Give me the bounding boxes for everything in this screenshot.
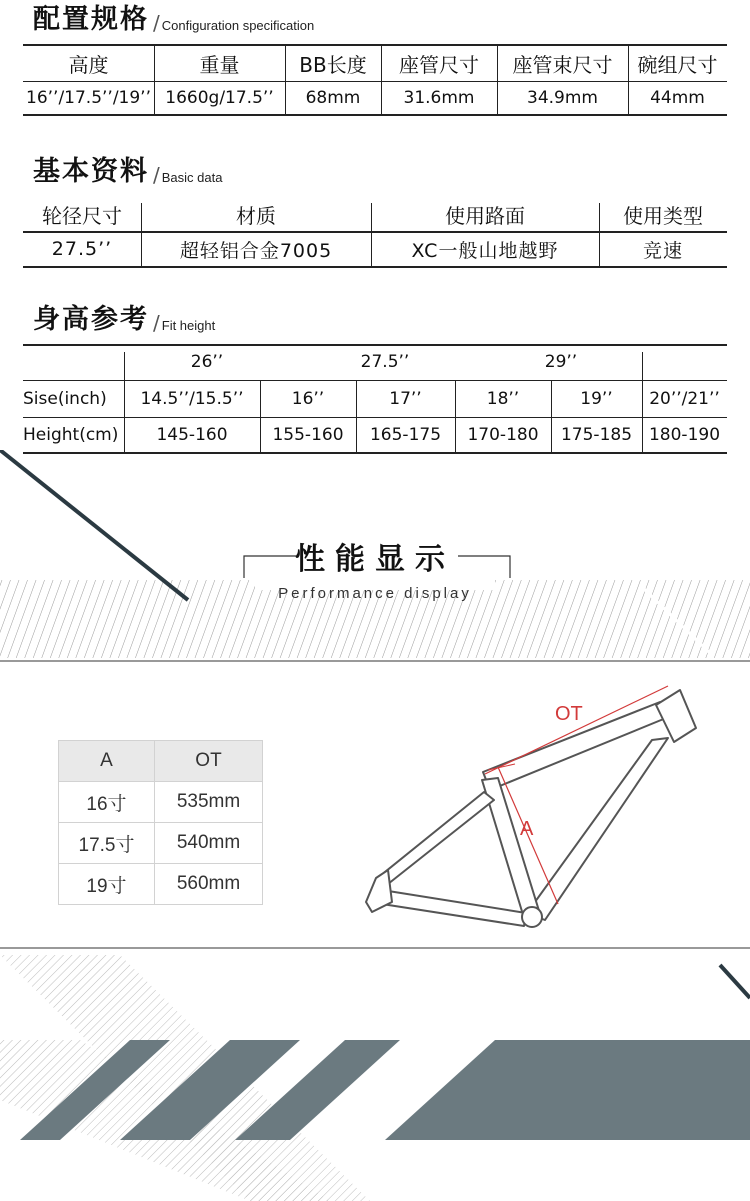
performance-title-en: Performance display bbox=[278, 585, 472, 602]
fit-height: 155-160 bbox=[272, 424, 344, 445]
config-header: 重量 bbox=[199, 53, 240, 77]
config-header: BB长度 bbox=[299, 53, 367, 77]
geometry-header-row bbox=[59, 741, 263, 782]
config-bottom-rule bbox=[23, 114, 727, 116]
geometry-ot-value: 560mm bbox=[154, 864, 262, 905]
geometry-a-value: 19寸 bbox=[59, 864, 155, 905]
basic-mid-rule bbox=[23, 231, 727, 233]
wheel-size-26: 26’’ bbox=[190, 352, 224, 372]
fit-height-row bbox=[23, 417, 727, 452]
config-value-row bbox=[23, 81, 727, 115]
table-row bbox=[59, 864, 263, 905]
basic-col-sep bbox=[141, 203, 142, 266]
fit-size-label: Sise(inch) bbox=[23, 389, 107, 409]
config-value: 31.6mm bbox=[403, 88, 475, 108]
geometry-table bbox=[58, 740, 263, 905]
fit-col-sep bbox=[551, 381, 552, 452]
bike-frame-diagram bbox=[350, 675, 750, 935]
fit-section-title bbox=[33, 306, 215, 333]
config-col-sep bbox=[154, 46, 155, 114]
fit-size: 20’’/21’’ bbox=[649, 389, 720, 409]
diagonal-accent bbox=[720, 965, 750, 998]
performance-title-cn: 性能显示 bbox=[295, 542, 455, 577]
title-slash: / bbox=[153, 11, 160, 35]
basic-value: XC一般山地越野 bbox=[411, 239, 559, 262]
fit-size: 18’’ bbox=[486, 389, 520, 409]
config-col-sep bbox=[285, 46, 286, 114]
basic-col-sep bbox=[371, 203, 372, 266]
fit-rule-2 bbox=[23, 417, 727, 418]
label-ot: OT bbox=[555, 703, 583, 725]
fit-size: 17’’ bbox=[389, 389, 422, 409]
wheel-size-27-5: 27.5’’ bbox=[360, 352, 410, 372]
geometry-ot-value: 535mm bbox=[154, 782, 262, 823]
basic-section-title bbox=[33, 158, 222, 185]
fit-title-en: Fit height bbox=[161, 318, 216, 333]
basic-title-en: Basic data bbox=[161, 170, 223, 185]
title-slash: / bbox=[153, 163, 160, 187]
geometry-header-ot: OT bbox=[154, 741, 262, 782]
wheel-size-29: 29’’ bbox=[544, 352, 578, 372]
table-row bbox=[59, 823, 263, 864]
table-row bbox=[59, 782, 263, 823]
config-col-sep bbox=[381, 46, 382, 114]
basic-col-sep bbox=[599, 203, 600, 266]
config-header: 座管尺寸 bbox=[399, 53, 479, 77]
label-a: A bbox=[520, 818, 534, 840]
fit-height-label: Height(cm) bbox=[23, 424, 119, 445]
fit-col-sep bbox=[260, 381, 261, 452]
config-value: 68mm bbox=[305, 88, 361, 108]
config-col-sep bbox=[628, 46, 629, 114]
basic-header: 轮径尺寸 bbox=[42, 203, 122, 228]
head-tube bbox=[656, 690, 696, 742]
title-slash: / bbox=[153, 311, 160, 335]
basic-header: 使用路面 bbox=[445, 203, 525, 228]
basic-bottom-rule bbox=[23, 266, 727, 268]
config-value: 16’’/17.5’’/19’’ bbox=[26, 88, 151, 108]
config-title-cn: 配置规格 bbox=[33, 4, 149, 35]
fit-height: 170-180 bbox=[467, 424, 539, 445]
fit-size: 14.5’’/15.5’’ bbox=[140, 389, 244, 409]
chain-stay bbox=[382, 890, 526, 926]
fit-size: 19’’ bbox=[580, 389, 613, 409]
config-value: 34.9mm bbox=[527, 88, 598, 108]
config-header-row bbox=[23, 46, 727, 81]
basic-value: 27.5’’ bbox=[51, 238, 113, 260]
config-value: 1660g/17.5’’ bbox=[165, 88, 274, 108]
basic-value: 竞速 bbox=[642, 239, 683, 262]
fit-col-sep bbox=[455, 381, 456, 452]
fit-title-cn: 身高参考 bbox=[33, 304, 149, 335]
fit-height: 165-175 bbox=[369, 424, 442, 445]
fit-top-rule bbox=[23, 344, 727, 346]
seat-stay bbox=[380, 792, 494, 884]
fit-col-sep bbox=[356, 381, 357, 452]
geometry-a-value: 16寸 bbox=[59, 782, 155, 823]
bottom-bracket bbox=[522, 907, 542, 927]
geometry-ot-value: 540mm bbox=[154, 823, 262, 864]
config-title-en: Configuration specification bbox=[161, 18, 315, 33]
basic-header-row bbox=[23, 197, 727, 231]
fit-height: 175-185 bbox=[560, 424, 633, 445]
basic-value: 超轻铝合金7005 bbox=[179, 239, 333, 262]
fit-size: 16’’ bbox=[291, 389, 325, 409]
fit-height: 145-160 bbox=[156, 424, 228, 445]
basic-header: 材质 bbox=[236, 203, 276, 228]
config-header: 座管束尺寸 bbox=[512, 53, 613, 77]
geometry-header-a: A bbox=[59, 741, 155, 782]
config-header: 碗组尺寸 bbox=[637, 53, 718, 77]
basic-title-cn: 基本资料 bbox=[33, 156, 149, 187]
geometry-a-value: 17.5寸 bbox=[59, 823, 155, 864]
bottom-stripe-graphic bbox=[0, 945, 750, 1201]
fit-col-sep bbox=[124, 352, 125, 452]
basic-header: 使用类型 bbox=[623, 203, 703, 228]
config-col-sep bbox=[497, 46, 498, 114]
config-header: 高度 bbox=[68, 53, 109, 77]
solid-stripe bbox=[385, 1040, 750, 1140]
config-mid-rule bbox=[23, 81, 727, 82]
config-section-title bbox=[33, 6, 314, 33]
basic-value-row bbox=[23, 231, 727, 267]
config-value: 44mm bbox=[650, 88, 705, 108]
fit-col-sep bbox=[642, 352, 643, 452]
fit-size-row bbox=[23, 381, 727, 417]
fit-height: 180-190 bbox=[648, 424, 721, 445]
